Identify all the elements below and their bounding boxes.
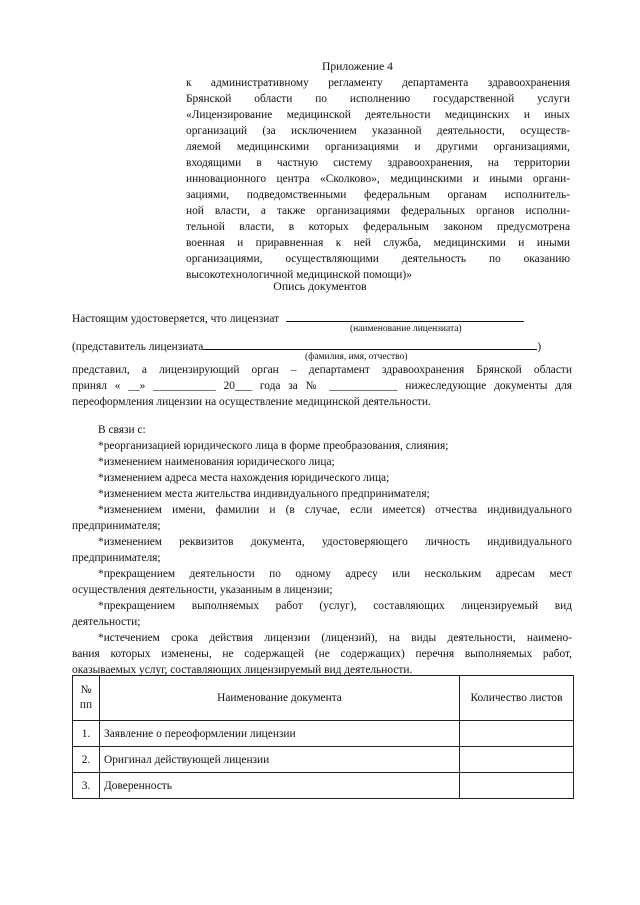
appendix-line: организаций (за исключением указанной деятельности, осуществ-	[186, 125, 570, 137]
certify-text-line: переоформления лицензии на осуществление медицинской деятельности.	[72, 396, 431, 408]
row-document-name: Заявление о переоформлении лицензии	[100, 721, 460, 747]
reason-item: *истечением срока действия лицензии (лицензий), на виды деятельности, наимено-	[98, 632, 572, 644]
reason-item: *изменением имени, фамилии и (в случае, если имеется) отчества индивидуального	[98, 504, 572, 516]
reason-item: *прекращением выполняемых работ (услуг), составляющих лицензируемый вид	[98, 600, 572, 612]
header-document-name: Наименование документа	[100, 676, 460, 721]
reason-item: *изменением адреса места нахождения юридического лица;	[98, 472, 390, 484]
appendix-line: инновационного центра «Сколково», медицинскими и иными органи-	[186, 173, 570, 185]
reasons-intro: В связи с:	[98, 424, 146, 436]
row-sheet-count[interactable]	[460, 721, 574, 747]
appendix-line: к административному регламенту департамента здравоохранения	[186, 77, 570, 89]
reason-item-cont: вания которых изменены, не содержащей (не содержащих) перечня выполняемых работ,	[72, 648, 572, 660]
header-sheet-count: Количество листов	[460, 676, 574, 721]
appendix-line: ляемой медицинскими организациями и другими организациями,	[186, 141, 570, 153]
reason-item: *изменением наименования юридического лица;	[98, 456, 335, 468]
reasons-list	[72, 438, 572, 678]
row-num: 1.	[73, 721, 100, 747]
table-row	[73, 721, 574, 747]
table-row	[73, 747, 574, 773]
appendix-line: высокотехнологичной медицинской помощи)»	[186, 269, 412, 281]
table-header-row	[73, 676, 574, 721]
certify-prefix: Настоящим удостоверяется, что лицензиат	[72, 313, 280, 325]
table-row	[73, 773, 574, 799]
reason-item: *прекращением деятельности по одному адресу или нескольким адресам мест	[98, 568, 572, 580]
reason-item-cont: предпринимателя;	[72, 552, 161, 564]
appendix-description	[186, 75, 570, 283]
reason-item: *реорганизацией юридического лица в форме преобразования, слияния;	[98, 440, 449, 452]
appendix-line: организациями, осуществляющими деятельность по оказанию	[186, 253, 570, 265]
appendix-line: зациями, подведомственными федеральным органам исполнитель-	[186, 189, 570, 201]
caption-licensee-name: (наименование лицензиата)	[350, 324, 462, 334]
row-document-name: Оригинал действующей лицензии	[100, 747, 460, 773]
reason-item-cont: предпринимателя;	[72, 520, 161, 532]
appendix-line: ной власти, а также организациями федеральных органов исполни-	[186, 205, 570, 217]
certify-text-line: принял « __» ___________ 20___ года за № ____________ нижеследующие документы для	[72, 380, 572, 392]
header-num: № пп	[73, 676, 100, 721]
caption-fio: (фамилия, имя, отчество)	[305, 352, 408, 362]
reason-item: *изменением реквизитов документа, удостоверяющего личность индивидуального	[98, 536, 572, 548]
appendix-line: «Лицензирование медицинской деятельности медицинских и иных	[186, 109, 570, 121]
appendix-line: военная и приравненная к ней служба, медицинскими и иными	[186, 237, 570, 249]
appendix-line: входящими в частную систему здравоохранения, на территории	[186, 157, 570, 169]
appendix-line: Брянской области по исполнению государственной услуги	[186, 93, 570, 105]
reason-item-cont: деятельности;	[72, 616, 141, 628]
representative-suffix: )	[537, 341, 542, 353]
reason-item-cont: оказываемых услуг, составляющих лицензируемый вид деятельности.	[72, 664, 413, 676]
reason-item: *изменением места жительства индивидуального предпринимателя;	[98, 488, 430, 500]
row-num: 2.	[73, 747, 100, 773]
row-sheet-count[interactable]	[460, 773, 574, 799]
certify-text-line: представил, а лицензирующий орган – департамент здравоохранения Брянской области	[72, 364, 572, 376]
document-heading: Опись документов	[273, 279, 367, 293]
appendix-title: Приложение 4	[322, 60, 393, 73]
certify-body	[72, 362, 572, 410]
documents-table	[72, 675, 574, 799]
reason-item-cont: осуществления деятельности, указанным в лицензии;	[72, 584, 333, 596]
row-sheet-count[interactable]	[460, 747, 574, 773]
row-num: 3.	[73, 773, 100, 799]
row-document-name: Доверенность	[100, 773, 460, 799]
appendix-line: тельной власти, в которых федеральным законом предусмотрена	[186, 221, 570, 233]
representative-prefix: (представитель лицензиата	[72, 341, 204, 353]
